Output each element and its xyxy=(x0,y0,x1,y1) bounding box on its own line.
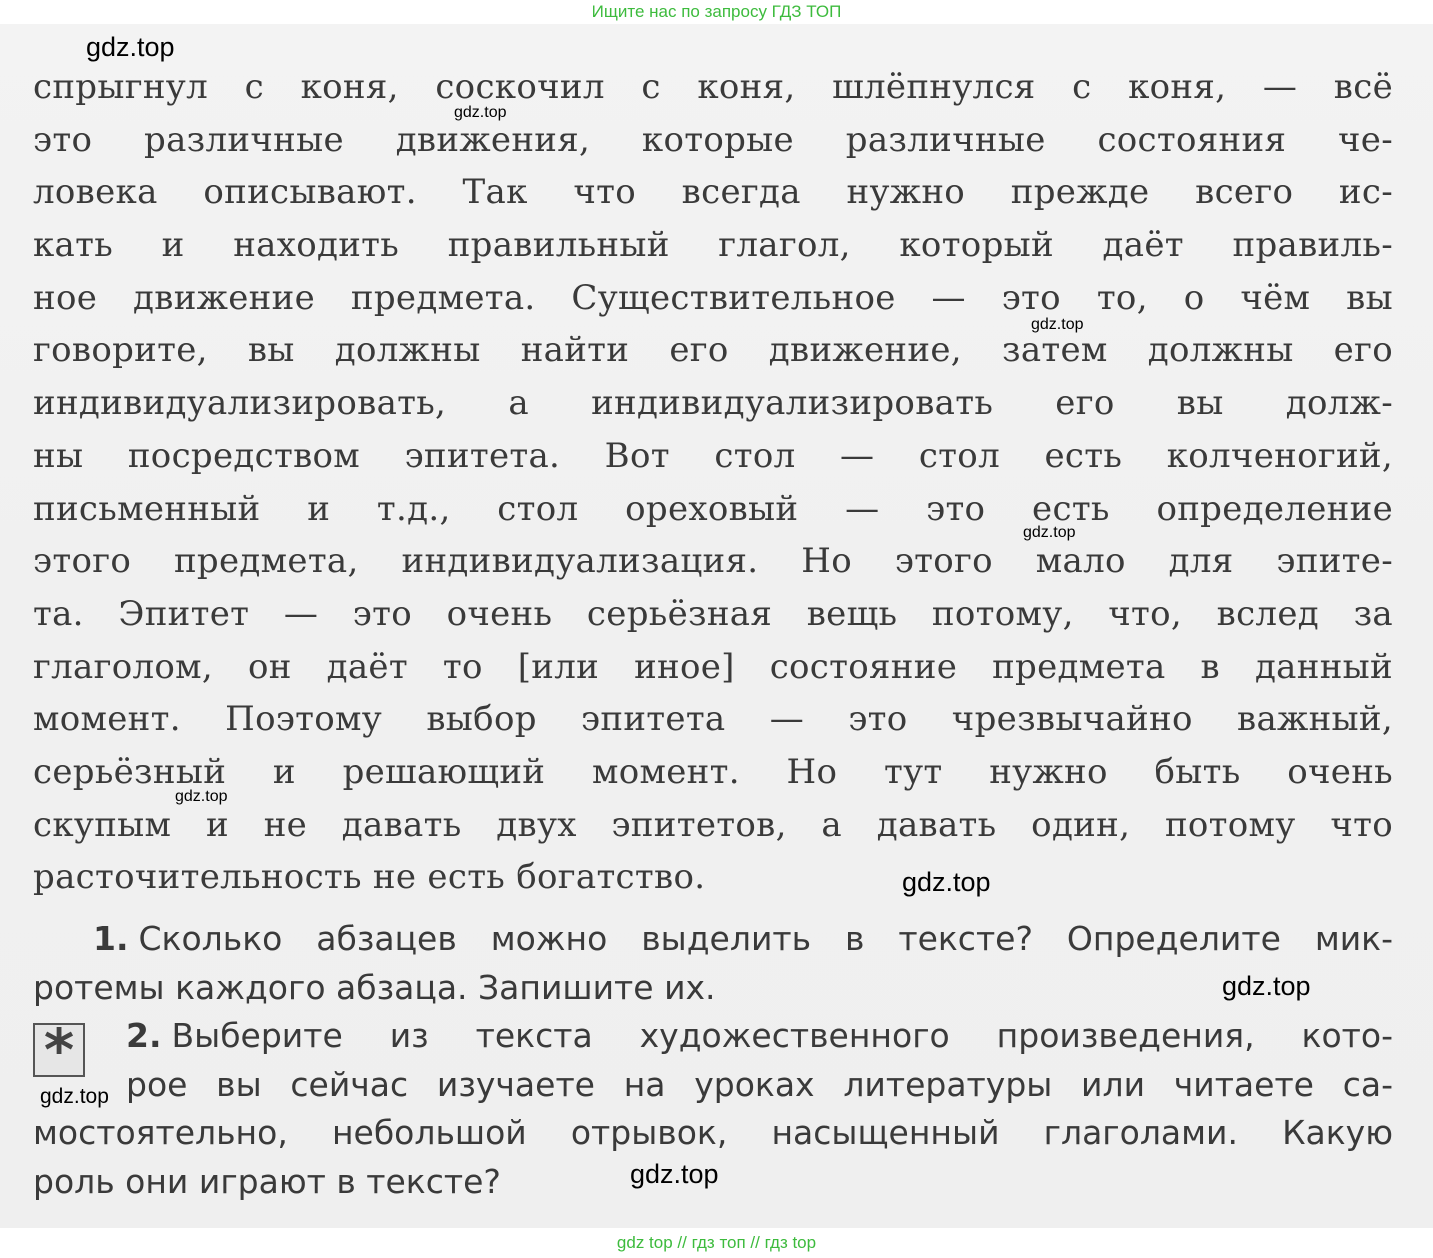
task-2-line: роль они играют в тексте? xyxy=(33,1161,501,1201)
quote-line: ловека описывают. Так что всегда нужно прежде всего ис- xyxy=(33,172,1393,213)
quote-line: спрыгнул с коня, соскочил с коня, шлёпнулся с коня, — всё xyxy=(33,67,1393,107)
quote-line: ны посредством эпитета. Вот стол — стол есть колченогий, xyxy=(33,435,1393,476)
footer-links[interactable]: gdz top // гдз топ // гдз top xyxy=(616,1233,817,1252)
watermark: gdz.top xyxy=(902,867,991,897)
quote-line: ное движение предмета. Существительное — это то, о чём вы xyxy=(33,277,1393,318)
task-2-text: Выберите из текста художественного произведения, кото- xyxy=(171,1016,1393,1056)
watermark: gdz.top xyxy=(1222,971,1311,1001)
watermark: gdz.top xyxy=(1023,524,1076,541)
search-hint-link[interactable]: Ищите нас по запросу ГДЗ ТОП xyxy=(591,2,842,21)
task-1-text: Сколько абзацев можно выделить в тексте? Определите мик- xyxy=(138,919,1393,958)
watermark: gdz.top xyxy=(454,104,507,121)
quote-line: говорите, вы должны найти его движение, затем должны его xyxy=(33,330,1393,371)
watermark: gdz.top xyxy=(630,1159,719,1189)
task-2-line: мостоятельно, небольшой отрывок, насыщенный глаголами. Какую xyxy=(33,1113,1393,1153)
quote-line: это различные движения, которые различные состояния че- xyxy=(33,119,1393,160)
quote-line: письменный и т.д., стол ореховый — это есть определение xyxy=(33,488,1393,529)
task-2-number: 2. xyxy=(126,1016,162,1056)
quote-line: та. Эпитет — это очень серьёзная вещь потому, что, вслед за xyxy=(33,593,1393,634)
quote-line: глаголом, он даёт то [или иное] состояние предмета в данный xyxy=(33,646,1393,687)
task-1-line: ротемы каждого абзаца. Запишите их. xyxy=(33,967,716,1007)
task-2-line xyxy=(33,1014,1393,1063)
quote-text xyxy=(33,64,1393,907)
watermark: gdz.top xyxy=(175,788,228,805)
task-1-number: 1. xyxy=(93,919,129,958)
quote-line: расточительность не есть богатство. xyxy=(33,857,706,898)
watermark: gdz.top xyxy=(40,1085,109,1108)
quote-line: индивидуализировать, а индивидуализировать его вы долж- xyxy=(33,383,1393,424)
quote-line: этого предмета, индивидуализация. Но этого мало для эпите- xyxy=(33,541,1393,582)
asterisk-icon: * xyxy=(33,1023,85,1077)
quote-line: кать и находить правильный глагол, который даёт правиль- xyxy=(33,225,1393,266)
watermark: gdz.top xyxy=(1031,316,1084,333)
watermark: gdz.top xyxy=(86,32,175,62)
task-1-line xyxy=(33,917,1393,966)
quote-line: серьёзный и решающий момент. Но тут нужно быть очень xyxy=(33,751,1393,792)
quote-line: момент. Поэтому выбор эпитета — это чрезвычайно важный, xyxy=(33,699,1393,740)
task-2-line: рое вы сейчас изучаете на уроках литературы или читаете са- xyxy=(126,1064,1393,1104)
quote-line: скупым и не давать двух эпитетов, а давать один, потому что xyxy=(33,804,1393,845)
